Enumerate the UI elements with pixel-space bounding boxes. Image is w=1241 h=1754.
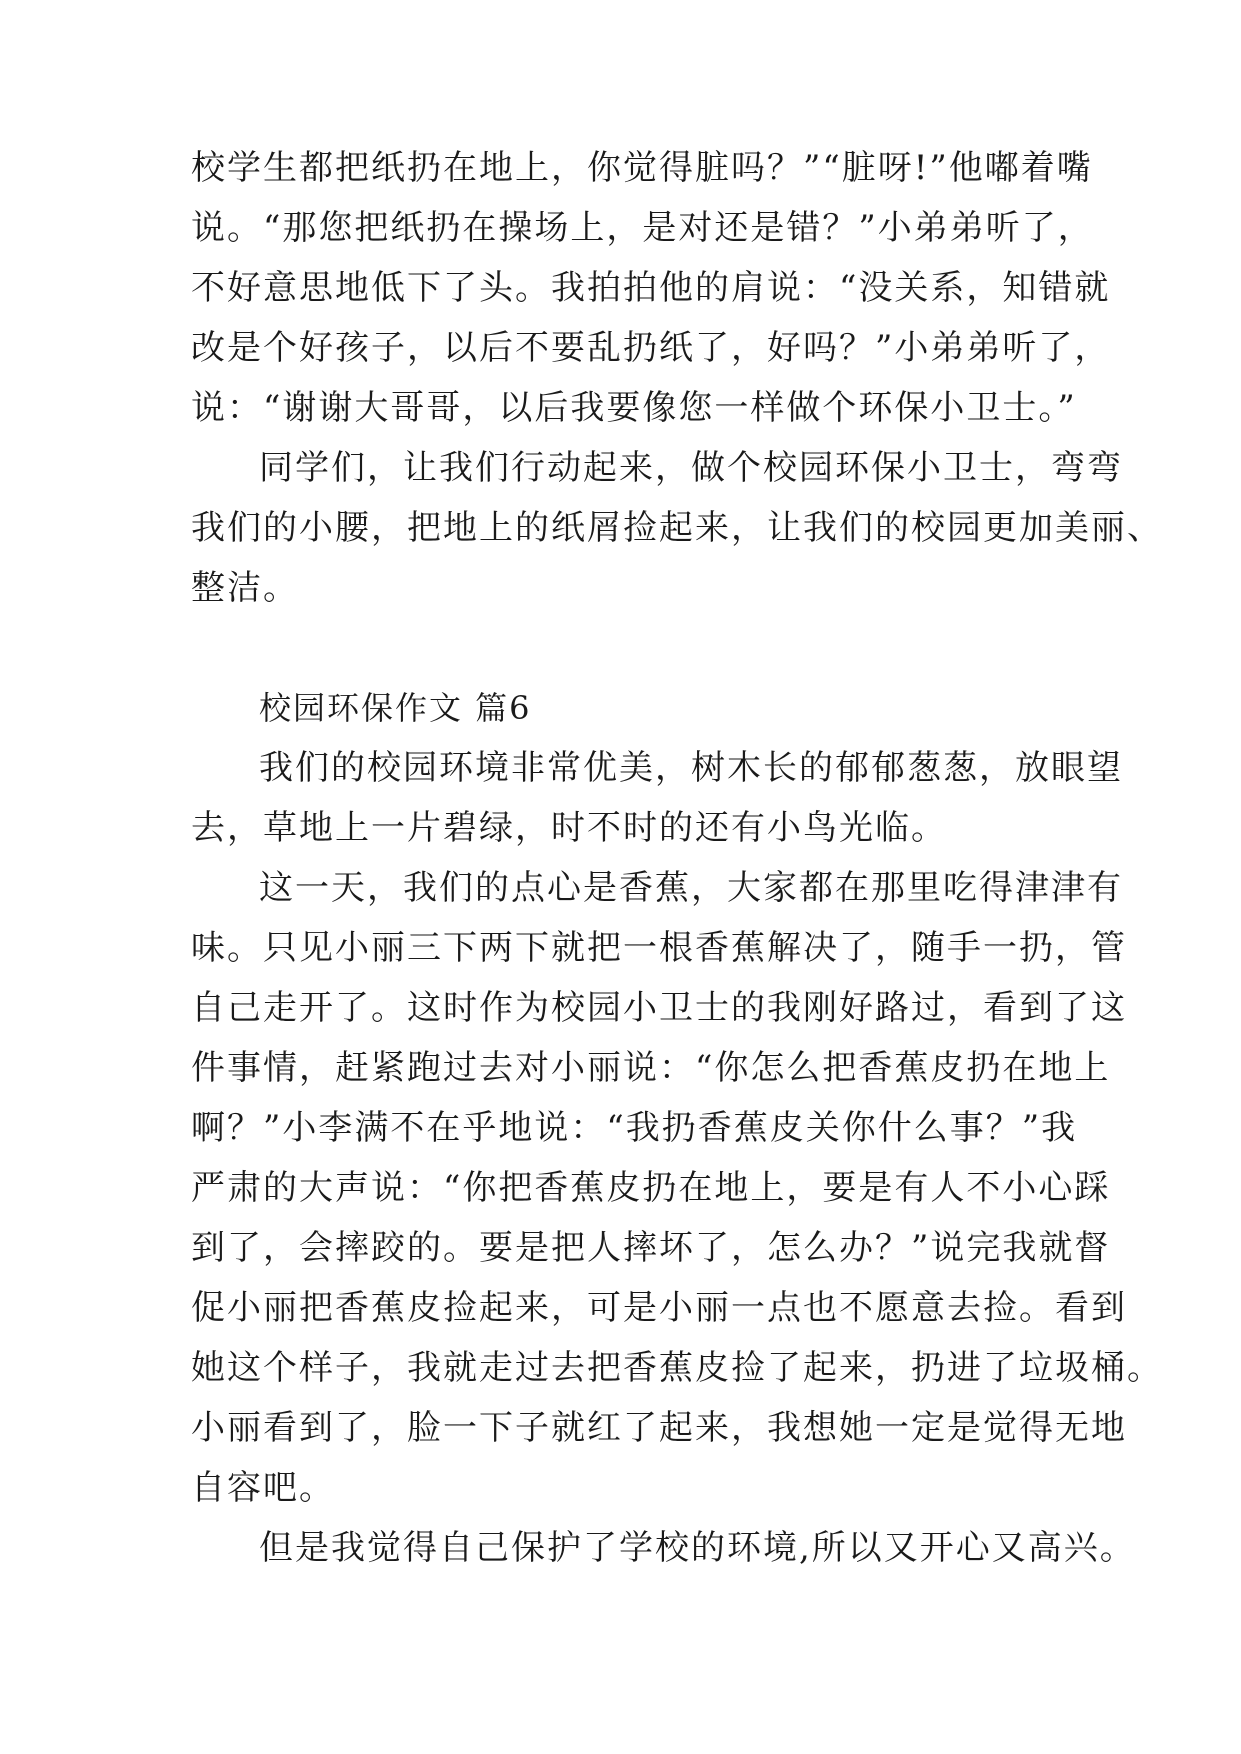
text-line: 啊？”小李满不在乎地说：“我扔香蕉皮关你什么事？”我 xyxy=(191,1108,1078,1148)
text-line: 小丽看到了，脸一下子就红了起来，我想她一定是觉得无地 xyxy=(191,1408,1127,1448)
text-line: 整洁。 xyxy=(191,568,299,608)
text-line: 说：“谢谢大哥哥，以后我要像您一样做个环保小卫士。” xyxy=(191,388,1077,428)
text-line: 自己走开了。这时作为校园小卫士的我刚好路过，看到了这 xyxy=(191,988,1127,1028)
text-line: 说。“那您把纸扔在操场上，是对还是错？”小弟弟听了， xyxy=(191,208,1094,248)
text-line: 同学们，让我们行动起来，做个校园环保小卫士，弯弯 xyxy=(259,448,1123,488)
paragraph-dialogue-end xyxy=(191,138,1111,438)
section-heading: 校园环保作文 篇6 xyxy=(259,689,532,727)
text-line: 她这个样子，我就走过去把香蕉皮捡了起来，扔进了垃圾桶。 xyxy=(191,1348,1163,1388)
paragraph-banana-story xyxy=(191,858,1163,1518)
paragraph-campus-description xyxy=(191,738,1123,858)
text-line: 自容吧。 xyxy=(191,1468,335,1508)
text-line: 味。只见小丽三下两下就把一根香蕉解决了，随手一扔，管 xyxy=(191,928,1127,968)
text-line: 严肃的大声说：“你把香蕉皮扔在地上，要是有人不小心踩 xyxy=(191,1168,1111,1208)
paragraph-call-to-action xyxy=(191,438,1163,618)
text-line: 这一天，我们的点心是香蕉，大家都在那里吃得津津有 xyxy=(259,868,1123,908)
text-line: 我们的校园环境非常优美，树木长的郁郁葱葱，放眼望 xyxy=(259,748,1123,788)
text-line: 改是个好孩子，以后不要乱扔纸了，好吗？”小弟弟听了， xyxy=(191,328,1111,368)
text-line: 校学生都把纸扔在地上，你觉得脏吗？”“脏呀!”他嘟着嘴 xyxy=(191,148,1093,188)
text-line: 件事情，赶紧跑过去对小丽说：“你怎么把香蕉皮扔在地上 xyxy=(191,1048,1111,1088)
text-line: 促小丽把香蕉皮捡起来，可是小丽一点也不愿意去捡。看到 xyxy=(191,1288,1127,1328)
paragraph-conclusion xyxy=(191,1518,1136,1578)
text-line: 去，草地上一片碧绿，时不时的还有小鸟光临。 xyxy=(191,808,947,848)
text-line: 我们的小腰，把地上的纸屑捡起来，让我们的校园更加美丽、 xyxy=(191,508,1163,548)
text-line: 到了，会摔跤的。要是把人摔坏了，怎么办？”说完我就督 xyxy=(191,1228,1111,1268)
text-line: 不好意思地低下了头。我拍拍他的肩说：“没关系，知错就 xyxy=(191,268,1111,308)
text-line: 但是我觉得自己保护了学校的环境,所以又开心又高兴。 xyxy=(259,1528,1136,1568)
